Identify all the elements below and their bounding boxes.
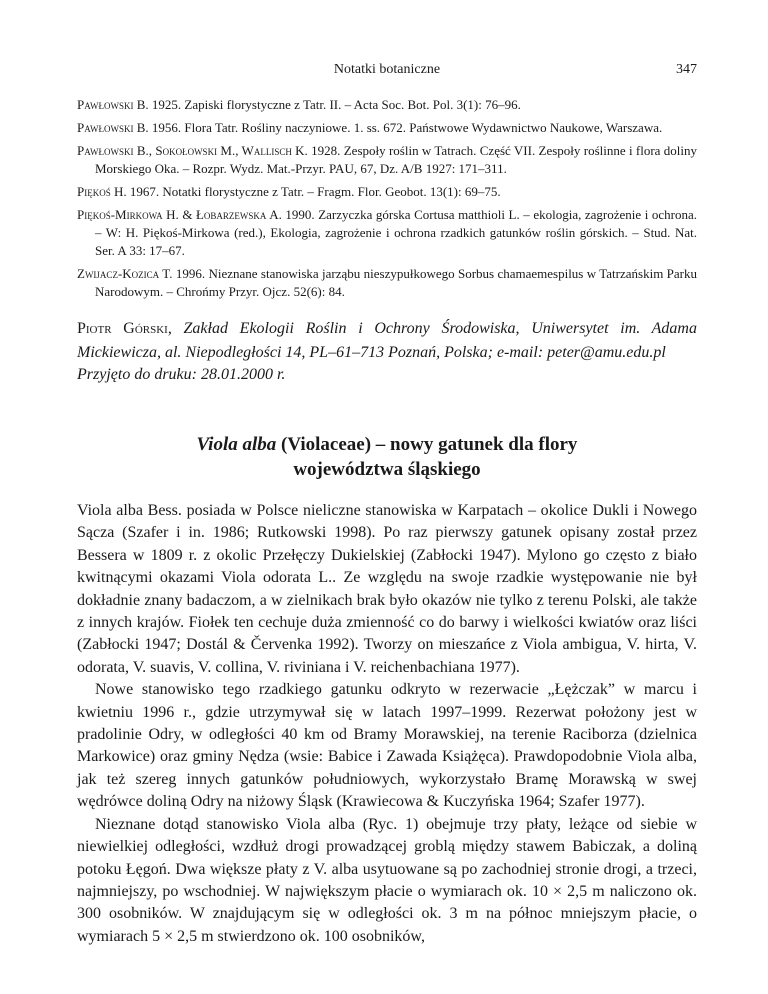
article-title-line2: województwa śląskiego [293, 459, 481, 480]
affiliation-text: Zakład Ekologii Roślin i Ochrony Środowiska, Uniwersytet im. Adama Mickiewicza, al. Niepodległości 14, PL–61–713 Poznań, Polska; e-mail: peter@amu.edu.pl [77, 320, 697, 361]
author-affiliation [77, 317, 697, 365]
reference-author: Zwijacz-Kozica T. [77, 266, 173, 281]
title-species: Viola alba [196, 434, 277, 455]
reference-author: Pawłowski B. [77, 120, 149, 135]
reference-text: 1996. Nieznane stanowiska jarząbu nieszypułkowego Sorbus chamaemespilus w Tatrzańskim Parku Narodowym. – Chrońmy Przyr. Ojcz. 52(6): 84. [95, 266, 697, 299]
reference-author: Piękoś H. [77, 184, 127, 199]
article-body [77, 500, 697, 948]
running-head [77, 62, 697, 82]
reference-text: 1967. Notatki florystyczne z Tatr. – Fragm. Flor. Geobot. 13(1): 69–75. [126, 184, 501, 199]
running-head-title: Notatki botaniczne [333, 62, 441, 77]
author-name: Piotr Górski, [77, 320, 172, 337]
article-title-line1 [77, 432, 697, 457]
title-rest: (Violaceae) – nowy gatunek dla flory [276, 434, 578, 455]
reference-author: Pawłowski B. [77, 97, 149, 112]
reference-author: Pawłowski B., Sokołowski M., Wallisch K. [77, 143, 308, 158]
reference-item [77, 265, 697, 301]
journal-page [77, 0, 697, 994]
reference-list [77, 96, 697, 306]
body-paragraph: Viola alba Bess. posiada w Polsce nieliczne stanowiska w Karpatach – okolice Dukli i Nowego Sącza (Szafer i in. 1986; Rutkowski 1998). Po raz pierwszy gatunek opisany został przez Bessera w 1809 r. z okolic Przełęczy Dukielskiej (Zabłocki 1947). Mylono go często z biało kwitnącymi okazami Viola odorata L.. Ze względu na swoje rzadkie występowanie nie był dokładnie znany badaczom, a w zielnikach brak było okazów nie tylko z terenu Polski, ale także z innych krajów. Fiołek ten cechuje duża zmienność co do barwy i wielkości kwiatów oraz liści (Zabłocki 1947; Dostál & Červenka 1992). Tworzy on mieszańce z Viola ambigua, V. hirta, V. odorata, V. suavis, V. collina, V. riviniana i V. reichenbachiana 1977). [77, 502, 697, 676]
reference-item [77, 183, 697, 201]
reference-author: Piękoś-Mirkowa H. & Łobarzewska A. [77, 207, 282, 222]
reference-item [77, 96, 697, 114]
received-date: Przyjęto do druku: 28.01.2000 r. [77, 366, 286, 383]
reference-text: 1990. Zarzyczka górska Cortusa matthioli L. – ekologia, zagrożenie i ochrona. – W: H. Piękoś-Mirkowa (red.), Ekologia, zagrożenie i ochrona rzadkich gatunków roślin górskich. – Stud. Nat. Ser. A 33: 17–67. [95, 207, 697, 258]
reference-item [77, 142, 697, 178]
reference-item [77, 206, 697, 260]
body-paragraph: Nieznane dotąd stanowisko Viola alba (Ryc. 1) obejmuje trzy płaty, leżące od siebie w niewielkiej odległości, wzdłuż drogi prowadzącej groblą między stawem Babiczak, a doliną potoku Łęgoń. Dwa większe płaty z V. alba usytuowane są po zachodniej stronie drogi, a trzeci, najmniejszy, po wschodniej. W największym płacie o wymiarach ok. 10 × 2,5 m naliczono ok. 300 osobników. W znajdującym się w odległości ok. 3 m na północ mniejszym płacie, o wymiarach 5 × 2,5 m stwierdzono ok. 100 osobników, [77, 815, 697, 945]
reference-text: 1925. Zapiski florystyczne z Tatr. II. – Acta Soc. Bot. Pol. 3(1): 76–96. [148, 97, 521, 112]
article-title [77, 432, 697, 482]
reference-item [77, 119, 697, 137]
reference-text: 1928. Zespoły roślin w Tatrach. Część VII. Zespoły roślinne i flora doliny Morskiego Oka. – Rozpr. Wydz. Mat.-Przyr. PAU, 67, Dz. A/B 1927: 171–311. [95, 143, 698, 176]
body-paragraph: Nowe stanowisko tego rzadkiego gatunku odkryto w rezerwacie „Łężczak” w marcu i kwietniu 1996 r., gdzie utrzymywał się w latach 1997–1999. Rezerwat położony jest w pradolinie Odry, w odległości 40 km od Bramy Morawskiej, na terenie Raciborza (dzielnica Markowice) oraz gminy Nędza (wsie: Babice i Zawada Książęca). Prawdopodobnie Viola alba, jak też szereg innych gatunków południowych, wykorzystało Bramę Morawską w swej wędrówce doliną Odry na niżowy Śląsk (Krawiecowa & Kuczyńska 1964; Szafer 1977). [77, 681, 697, 811]
page-number: 347 [676, 62, 697, 77]
reference-text: 1956. Flora Tatr. Rośliny naczyniowe. 1. ss. 672. Państwowe Wydawnictwo Naukowe, Warszawa. [148, 120, 663, 135]
